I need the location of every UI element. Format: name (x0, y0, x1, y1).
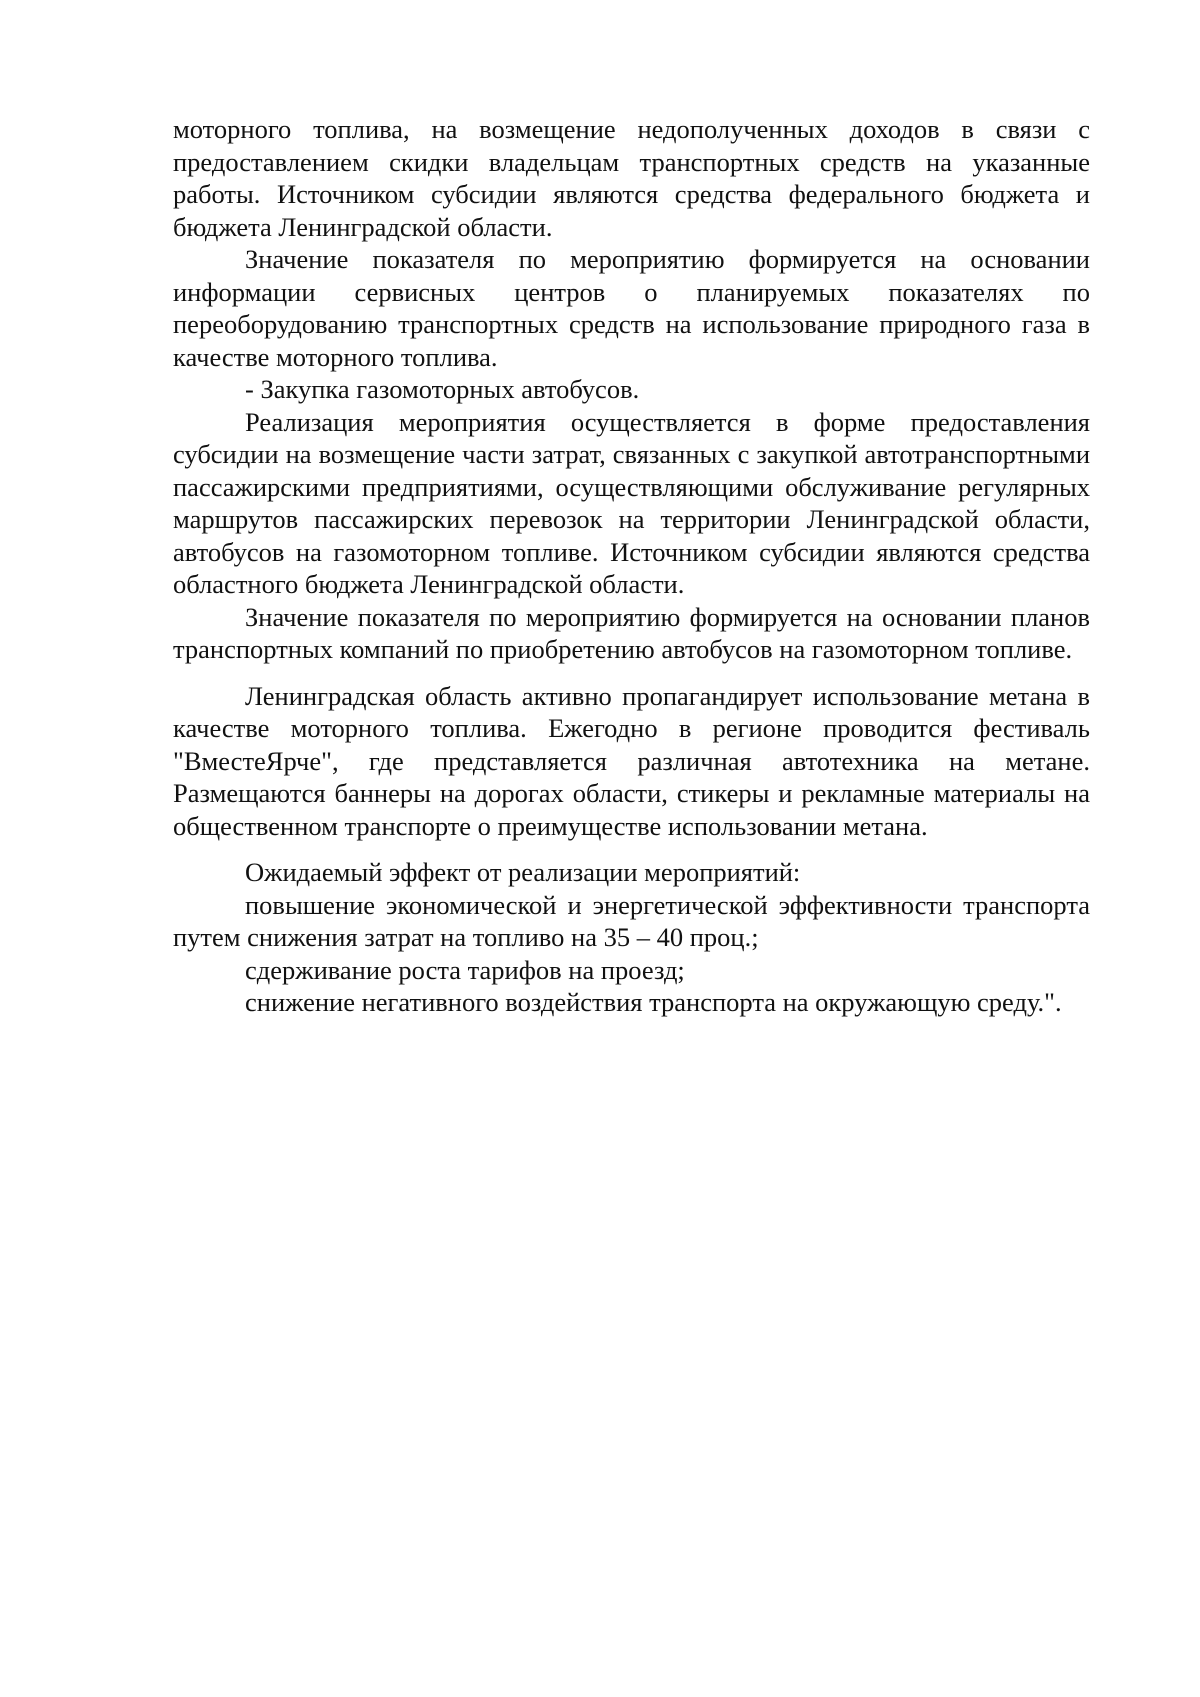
paragraph-indicator-transport-companies: Значение показателя по мероприятию формируется на основании планов транспортных компаний по приобретению автобусов на газомоторном топливе. (173, 601, 1090, 664)
paragraph-effect-tariffs: сдерживание роста тарифов на проезд; (245, 954, 685, 985)
document-page (173, 113, 1090, 1019)
paragraph-indicator-service-centers: Значение показателя по мероприятию формируется на основании информации сервисных центров о планируемых показателях по переоборудованию транспортных средств на использование природного газа в качестве моторного топлива. (173, 244, 1090, 372)
paragraph-methane-promotion: Ленинградская область активно пропагандирует использование метана в качестве моторного топлива. Ежегодно в регионе проводится фестиваль "ВместеЯрче", где представляется различная автотехника на метане. Размещаются баннеры на дорогах области, стикеры и рекламные материалы на общественном транспорте о преимуществе использовании метана. (173, 680, 1090, 841)
paragraph-effect-environment: снижение негативного воздействия транспорта на окружающую среду.". (245, 987, 1062, 1017)
paragraph-subsidy-continuation: моторного топлива, на возмещение недополученных доходов в связи с предоставлением скидки владельцам транспортных средств на указанные работы. Источником субсидии являются средства федерального бюджета и бюджета Ленинградской области. (173, 114, 1090, 242)
paragraph-bus-purchase-subsidy: Реализация мероприятия осуществляется в форме предоставления субсидии на возмещение части затрат, связанных с закупкой автотранспортными пассажирскими предприятиями, осуществляющими обслуживание регулярных маршрутов пассажирских перевозок на территории Ленинградской области, автобусов на газомоторном топливе. Источником субсидии являются средства областного бюджета Ленинградской области. (173, 406, 1090, 599)
paragraph-effect-efficiency: повышение экономической и энергетической эффективности транспорта путем снижения затрат на топливо на 35 – 40 проц.; (173, 889, 1090, 952)
paragraph-expected-effect-heading: Ожидаемый эффект от реализации мероприятий: (245, 857, 801, 887)
paragraph-bus-purchase-heading: - Закупка газомоторных автобусов. (245, 374, 640, 404)
